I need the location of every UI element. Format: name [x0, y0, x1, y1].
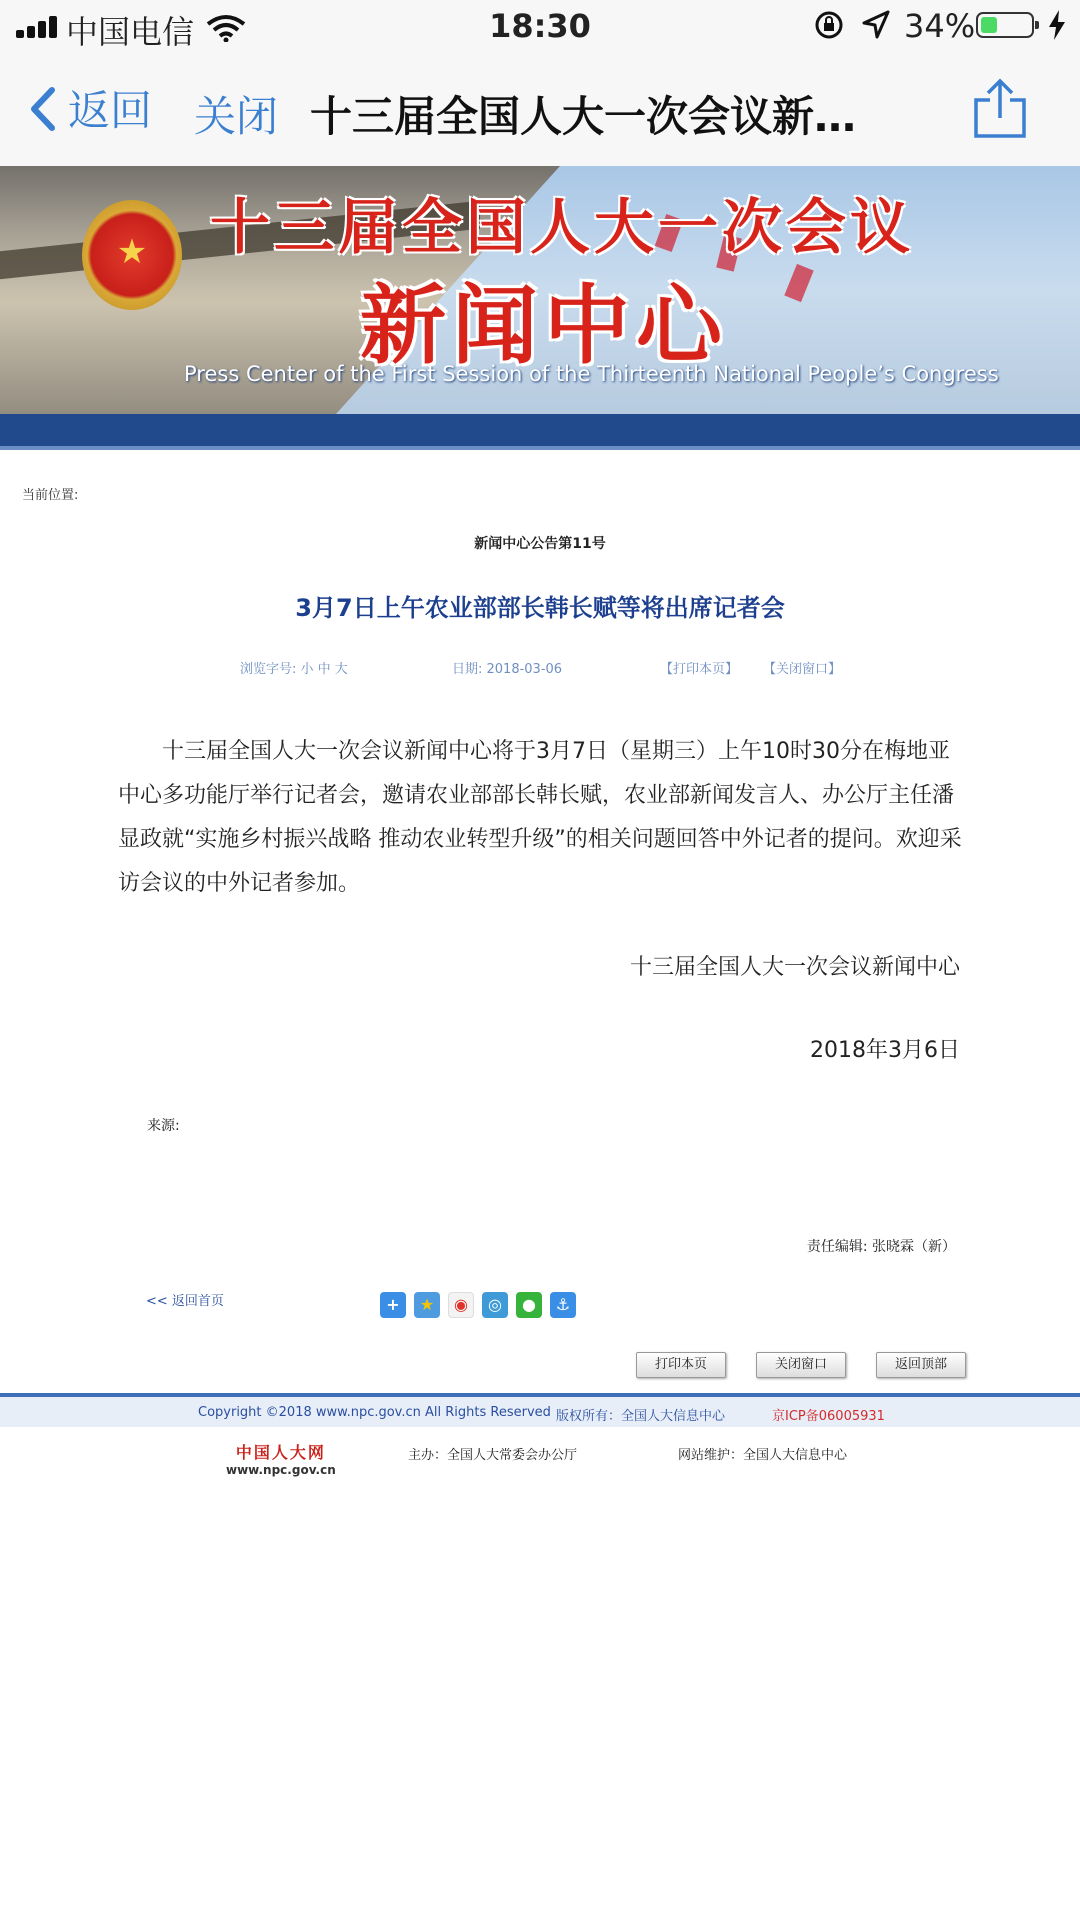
banner-title: 十三届全国人大一次会议 [210, 193, 914, 263]
weibo-share-icon[interactable]: ◉ [448, 1292, 474, 1318]
location-icon [862, 10, 890, 48]
navigation-bar [0, 54, 1080, 167]
print-page-button[interactable]: 打印本页 [636, 1352, 726, 1378]
banner-english: Press Center of the First Session of the Thirteenth National People’s Congress [184, 362, 999, 386]
logo-chinese: 中国人大网 [235, 1443, 326, 1462]
share-icons [380, 1292, 584, 1318]
rotation-lock-icon [814, 10, 844, 48]
close-window-link[interactable]: 【关闭窗口】 [763, 662, 842, 677]
close-button[interactable]: 关闭 [194, 92, 279, 141]
rights-owner: 版权所有：全国人大信息中心 [556, 1409, 726, 1424]
npc-logo[interactable] [226, 1440, 336, 1477]
font-size-selector[interactable]: 浏览字号: 小 中 大 [240, 662, 348, 677]
status-bar [0, 0, 1080, 54]
wechat-share-icon[interactable]: ● [516, 1292, 542, 1318]
print-link[interactable]: 【打印本页】 [660, 662, 739, 677]
article-body [118, 730, 964, 906]
icp-number[interactable]: 京ICP备06005931 [772, 1409, 885, 1424]
back-button[interactable] [30, 78, 152, 138]
back-to-top-button[interactable]: 返回顶部 [876, 1352, 966, 1378]
article-headline: 3月7日上午农业部部长韩长赋等将出席记者会 [295, 594, 785, 622]
copyright-bar [0, 1397, 1080, 1427]
star-share-icon[interactable]: ★ [414, 1292, 440, 1318]
breadcrumb: 当前位置: [22, 488, 79, 503]
notice-number: 新闻中心公告第11号 [474, 536, 606, 552]
banner-subtitle: 新闻中心 [360, 275, 728, 376]
editor-label: 责任编辑: 张晓霖（新） [806, 1239, 956, 1255]
carrier-name: 中国电信 [66, 13, 195, 51]
share-icon [972, 78, 1028, 140]
signature: 十三届全国人大一次会议新闻中心 [629, 955, 960, 980]
banner-bar [0, 414, 1080, 450]
page-title: 十三届全国人大一次会议新… [310, 92, 857, 141]
plus-share-icon[interactable]: + [380, 1292, 406, 1318]
article-paragraph: 十三届全国人大一次会议新闻中心将于3月7日（星期三）上午10时30分在梅地亚中心多功能厅举行记者会，邀请农业部部长韩长赋，农业部新闻发言人、办公厅主任潘显政就“实施乡村振兴战略 推动农业转型升级”的相关问题回答中外记者的提问。欢迎采访会议的中外记者参加。 [118, 739, 962, 896]
battery-percent: 34% [904, 7, 976, 45]
source-label: 来源: [147, 1118, 180, 1134]
maintainer-info: 网站维护：全国人大信息中心 [678, 1448, 848, 1463]
clock: 18:30 [489, 7, 591, 45]
logo-url: www.npc.gov.cn [226, 1463, 336, 1477]
article-date: 日期: 2018-03-06 [452, 662, 563, 677]
battery-icon [976, 12, 1034, 38]
signature-date: 2018年3月6日 [810, 1038, 960, 1063]
press-center-banner [0, 166, 1080, 414]
host-info: 主办：全国人大常委会办公厅 [408, 1448, 578, 1463]
copyright-text: Copyright ©2018 www.npc.gov.cn All Rights Reserved [198, 1405, 551, 1420]
share-button[interactable] [972, 78, 1028, 144]
close-window-button[interactable]: 关闭窗口 [756, 1352, 846, 1378]
charging-icon [1048, 10, 1066, 48]
qq-share-icon[interactable]: ◎ [482, 1292, 508, 1318]
chevron-left-icon [30, 87, 56, 131]
national-emblem-icon: ★ [82, 200, 182, 310]
return-home-link[interactable]: << 返回首页 [146, 1294, 224, 1309]
back-label: 返回 [68, 86, 153, 135]
anchor-share-icon[interactable]: ⚓ [550, 1292, 576, 1318]
